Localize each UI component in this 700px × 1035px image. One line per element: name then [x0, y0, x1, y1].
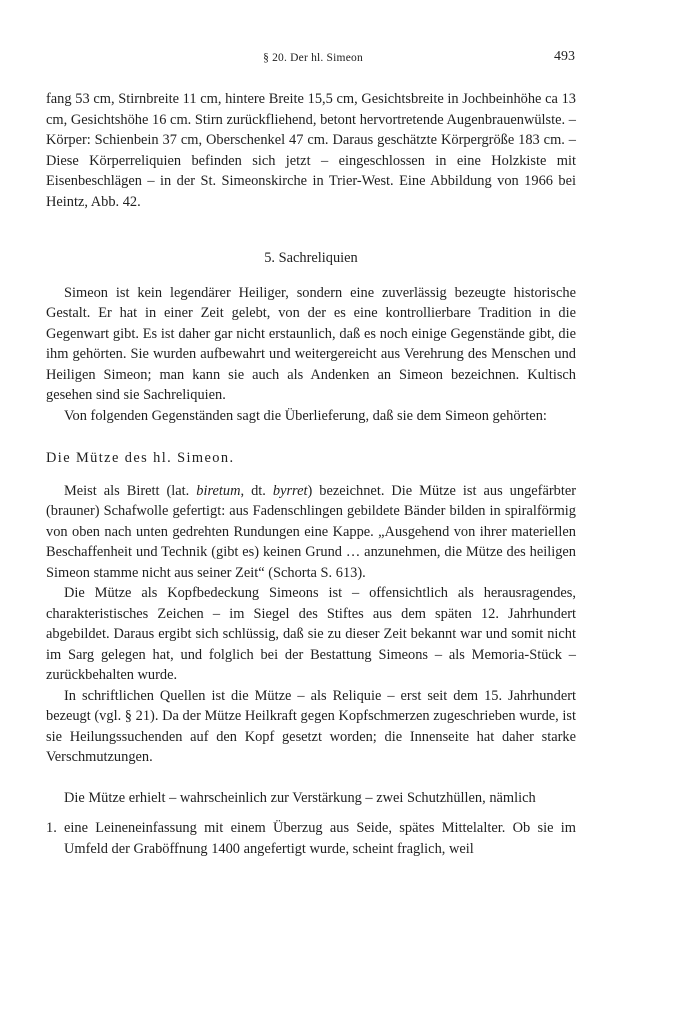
list-item [46, 818, 576, 859]
section-title: 5. Sachreliquien [264, 250, 358, 266]
paragraph-intro: Simeon ist kein legendärer Heiliger, sondern eine zuverlässig bezeugte historische Gestalt. Er hat in einer Zeit gelebt, von der es eine kontrollierbare Tradition in die Gegenwart gibt. Es ist daher gar nicht erstaunlich, daß es noch einige Gegenstände gibt, die ihm gehörten. Sie wurden aufbewahrt und weitergereicht aus Verehrung des Menschen und Heiligen Simeon; man kann sie auch als Andenken an Simeon bezeichnen. Kultisch gesehen sind sie Sachreliquien. [46, 284, 576, 403]
paragraph-continued: fang 53 cm, Stirnbreite 11 cm, hintere Breite 15,5 cm, Gesichtsbreite in Jochbeinhöhe ca 13 cm, Gesichtshöhe 16 cm. Stirn zurückfliehend, betont hervortretende Augenbrauenwülste. – Körper: Schienbein 37 cm, Oberschenkel 47 cm. Daraus geschätzte Körpergröße 183 cm. – Diese Körperreliquien befinden sich jetzt – eingeschlossen in eine Holzkiste mit Eisenbeschlägen – in der St. Simeonskirche in Trier-West. Eine Abbildung von 1966 bei Heintz, Abb. 42. [46, 91, 576, 210]
text-run: , dt. [240, 482, 273, 499]
page-number: 493 [554, 49, 575, 64]
text-run: Meist als Birett (lat. [64, 482, 197, 499]
paragraph-list-intro: Von folgenden Gegenständen sagt die Überlieferung, daß sie dem Simeon gehörten: [64, 407, 547, 424]
paragraph-quellen: In schriftlichen Quellen ist die Mütze – als Reliquie – erst seit dem 15. Jahrhundert bezeugt (vgl. § 21). Da der Mütze Heilkraft gegen Kopfschmerzen zugeschrieben wurde, ist sie Heilungssuchenden auf den Kopf gesetzt worden; die Innenseite hat daher starke Verschmutzungen. [46, 687, 576, 765]
latin-term: biretum [196, 482, 241, 499]
list-item-text: eine Leineneinfassung mit einem Überzug aus Seide, spätes Mittelalter. Ob sie im Umfeld der Graböffnung 1400 angefertigt wurde, scheint fraglich, weil [64, 820, 576, 857]
list-number: 1. [46, 820, 57, 836]
paragraph-siegel: Die Mütze als Kopfbedeckung Simeons ist – offensichtlich als herausragendes, charakteristisches Zeichen – im Siegel des Stiftes aus dem späten 12. Jahrhundert abgebildet. Daraus ergibt sich schlüssig, daß sie zu dieser Zeit bekannt war und somit nicht im Sarg gelegen hat, und folglich bei der Bestattung Simeons – als Memoria-Stück – zurückbehalten wurde. [46, 585, 576, 683]
page-body [46, 89, 576, 859]
spacer [46, 768, 576, 788]
running-head: § 20. Der hl. Simeon [263, 52, 363, 64]
paragraph-birett [46, 481, 576, 584]
paragraph-schutzhuellen: Die Mütze erhielt – wahrscheinlich zur Verstärkung – zwei Schutzhüllen, nämlich [64, 789, 536, 806]
german-term: byrret [272, 482, 308, 499]
text-run: ) bezeichnet. Die Mütze ist aus ungefärbter (brauner) Schafwolle gefertigt: aus Fadenschlingen gebildete Bänder bilden in spiralförmig von oben nach unten gedrehten Rundungen eine Kappe. „Ausgehend von ihrer materiellen Beschaffenheit und Technik (gibt es) keinen Grund … anzunehmen, die Mütze des heiligen Simeon stamme nicht aus seiner Zeit“ (Schorta S. 613). [46, 482, 576, 581]
subsection-heading: Die Mütze des hl. Simeon. [46, 450, 235, 466]
